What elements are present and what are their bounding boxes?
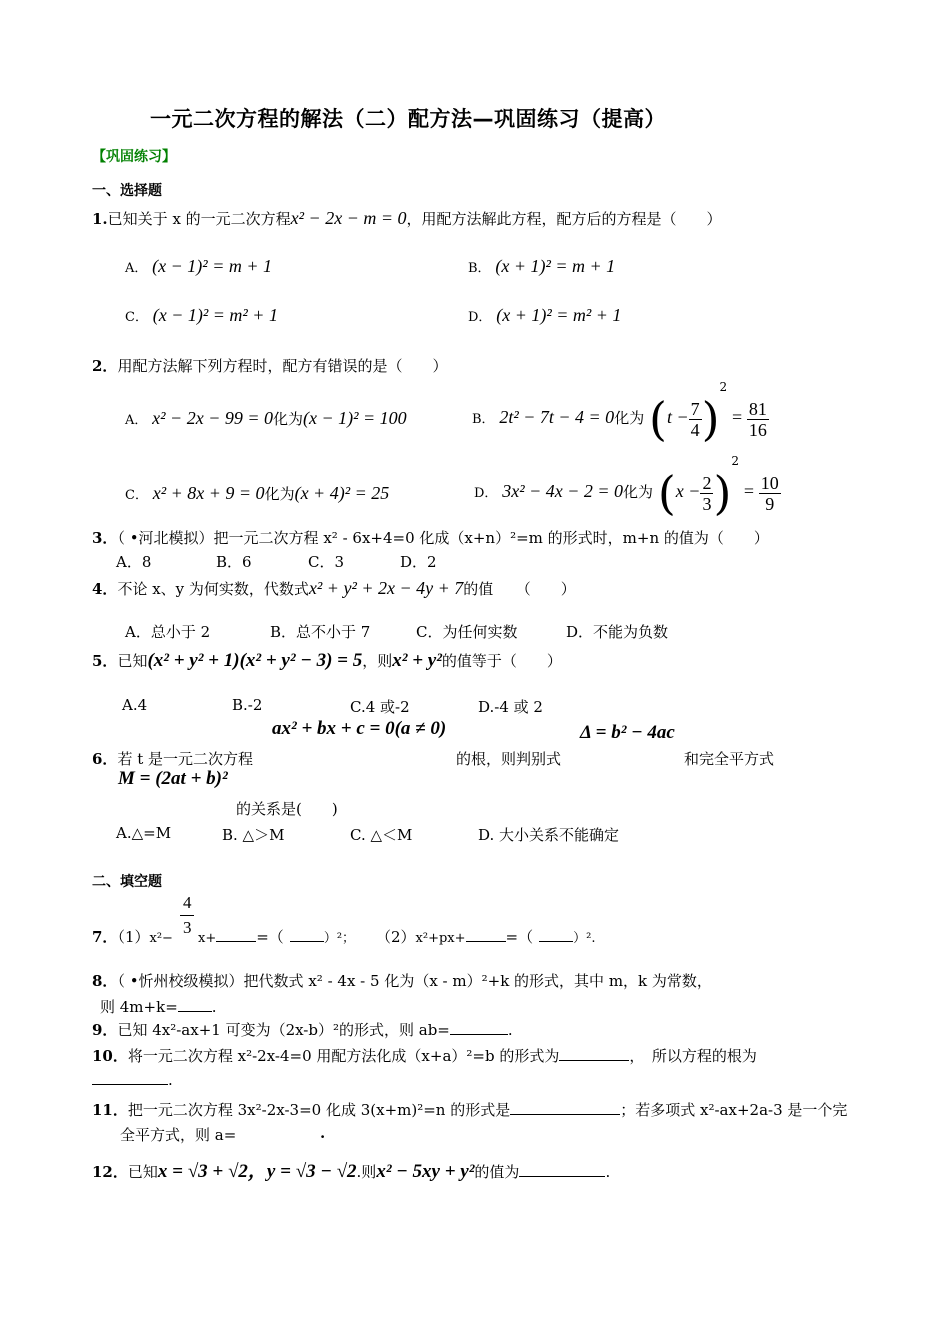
option-b: B． 2t² − 7t − 4 = 0化为 (t − $\frac{7}{4}$ )$^2$ = $\frac{81}{16}$ xyxy=(472,380,767,446)
question-8-line2: 则 4m+k= . xyxy=(100,998,217,1016)
question-11: 11．把一元二次方程 3x²-2x-3=0 化成 3(x+m)²=n 的形式是 ；若多项式 x²-ax+2a-3 是一个完 xyxy=(92,1101,848,1119)
question-5 xyxy=(92,650,562,672)
question-text: 已知 xyxy=(117,652,148,670)
equation: x² + y² xyxy=(392,650,442,671)
option-c: C． (x − 1)² = m² + 1 xyxy=(125,305,278,325)
part2-heading: 二、填空题 xyxy=(92,874,162,890)
question-text: ，用配方法解此方程，配方后的方程是（ ） xyxy=(406,210,722,228)
question-text: （ •河北模拟）把一元二次方程 x² - 6x+4=0 化成（x+n）²=m 的形式时，m+n 的值为（ ） xyxy=(117,529,769,547)
option-a: A． (x − 1)² = m + 1 xyxy=(125,256,272,276)
fraction-numerator: 4 xyxy=(183,893,192,912)
question-4 xyxy=(92,578,576,599)
question-1 xyxy=(92,208,722,229)
question-2 xyxy=(92,355,447,376)
question-10: 10．将一元二次方程 x²-2x-4=0 用配方法化成（x+a）²=b 的形式为 ， 所以方程的根为 xyxy=(92,1047,757,1065)
question-7: 7．（1）x²− xyxy=(92,928,173,946)
answer-blank[interactable] xyxy=(290,941,324,942)
equation: x² − 5xy + y² xyxy=(376,1161,475,1182)
answer-blank[interactable] xyxy=(216,941,256,942)
option-c: C． x² + 8x + 9 = 0化为(x + 4)² = 25 xyxy=(125,483,390,503)
question-9: 9．已知 4x²-ax+1 可变为（2x-b）²的形式，则 ab= . xyxy=(92,1021,513,1039)
page-title: 一元二次方程的解法（二）配方法—巩固练习（提高） xyxy=(150,107,666,131)
option-d: D. 大小关系不能确定 xyxy=(478,826,620,844)
option-d: D.-4 或 2 xyxy=(478,698,543,716)
fraction-bar xyxy=(180,915,194,916)
question-number: 2． xyxy=(92,357,118,375)
question-number: 5． xyxy=(92,652,118,670)
option-c: C.4 或-2 xyxy=(350,698,410,716)
question-7-part1: x+ =（ ）²； xyxy=(198,928,356,946)
equation: Δ = b² − 4ac xyxy=(580,722,675,743)
option-d: D． (x + 1)² = m² + 1 xyxy=(468,305,622,325)
question-6 xyxy=(92,748,253,769)
answer-blank[interactable] xyxy=(450,1034,508,1035)
option-b: B．总不小于 7 xyxy=(270,623,371,641)
question-text: 不论 x、y 为何实数，代数式 xyxy=(117,580,309,598)
question-7-part2: （2）x²+px+ =（ ）². xyxy=(376,928,596,946)
option-b: B.-2 xyxy=(232,696,263,714)
question-text: 的值等于（ ） xyxy=(441,652,562,670)
question-10-line2: . xyxy=(92,1071,173,1089)
question-number: 3． xyxy=(92,529,118,547)
answer-blank[interactable] xyxy=(539,941,573,942)
equation: (x² + y² + 1)(x² + y² − 3) = 5 xyxy=(147,650,363,671)
question-number: 4． xyxy=(92,580,118,598)
equation: x = √3 + √2，y = √3 − √2 xyxy=(157,1161,357,1182)
question-number: 1. xyxy=(92,210,108,228)
option-c: C．3 xyxy=(308,553,345,571)
question-text: 的值 （ ） xyxy=(463,580,576,598)
question-text: 用配方法解下列方程时，配方有错误的是（ ） xyxy=(117,357,448,375)
equation: x² + y² + 2x − 4y + 7 xyxy=(308,578,464,598)
option-b: B. △＞M xyxy=(222,826,285,844)
equation: M = (2at + b)² xyxy=(118,768,228,789)
answer-blank[interactable] xyxy=(519,1176,605,1177)
question-text: 若 t 是一元二次方程 xyxy=(117,750,254,768)
option-d: D． 3x² − 4x − 2 = 0化为 (x − $\frac{2}{3}$ )$^2$ = $\frac{10}{9}$ xyxy=(474,454,779,520)
option-b: B．6 xyxy=(216,553,252,571)
equation: x² − 2x − m = 0 xyxy=(290,208,407,228)
option-a: A.△=M xyxy=(116,824,172,842)
question-12: 12．已知x = √3 + √2，y = √3 − √2.则x² − 5xy + y²的值为 . xyxy=(92,1161,611,1182)
part1-heading: 一、选择题 xyxy=(92,183,162,199)
question-text: 已知关于 x 的一元二次方程 xyxy=(107,210,291,228)
option-a: A．总小于 2 xyxy=(125,623,211,641)
question-11-dot: . xyxy=(320,1124,326,1142)
option-d: D．不能为负数 xyxy=(566,623,669,641)
question-number: 6． xyxy=(92,750,118,768)
section-tag: 【巩固练习】 xyxy=(92,149,176,165)
question-text: 的根，则判别式 xyxy=(456,750,562,768)
answer-blank[interactable] xyxy=(510,1114,620,1115)
answer-blank[interactable] xyxy=(466,941,506,942)
question-3 xyxy=(92,527,769,548)
answer-blank[interactable] xyxy=(559,1060,629,1061)
answer-blank[interactable] xyxy=(92,1084,168,1085)
question-8: 8．（ •忻州校级模拟）把代数式 x² - 4x - 5 化为（x - m）²+k 的形式，其中 m，k 为常数， xyxy=(92,972,712,990)
option-a: A．8 xyxy=(116,553,152,571)
equation: ax² + bx + c = 0(a ≠ 0) xyxy=(272,718,447,739)
question-text: 的关系是( ) xyxy=(236,800,338,818)
option-c: C．为任何实数 xyxy=(416,623,518,641)
option-a: A． x² − 2x − 99 = 0化为(x − 1)² = 100 xyxy=(125,408,407,428)
option-d: D．2 xyxy=(400,553,437,571)
fraction-denominator: 3 xyxy=(183,918,192,937)
answer-blank[interactable] xyxy=(178,1011,212,1012)
question-text: ，则 xyxy=(362,652,393,670)
option-c: C. △＜M xyxy=(350,826,413,844)
question-11-line2: 全平方式，则 a= xyxy=(120,1126,237,1144)
question-text: 和完全平方式 xyxy=(684,750,775,768)
option-a: A.4 xyxy=(122,696,148,714)
option-b: B． (x + 1)² = m + 1 xyxy=(468,256,616,276)
